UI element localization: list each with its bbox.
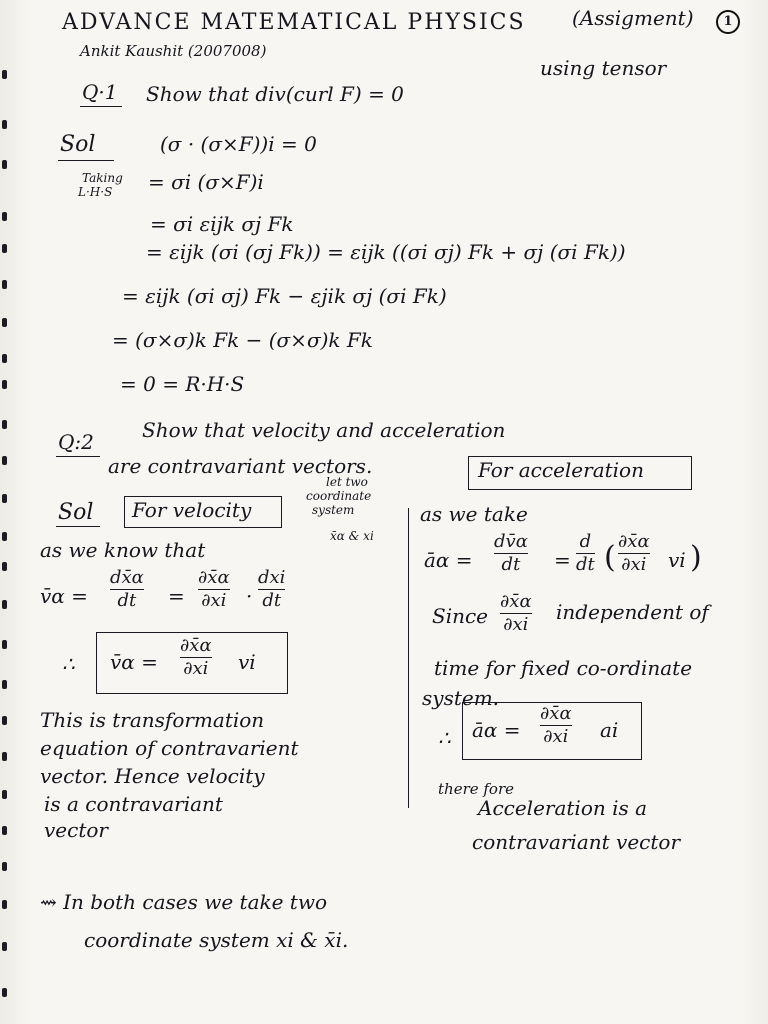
denominator: ∂xi [503, 614, 529, 635]
denominator: dt [501, 554, 521, 575]
binder-dot [2, 318, 7, 327]
velocity-conclusion-line1: This is transformation [40, 708, 265, 732]
binder-dot [2, 244, 7, 253]
numerator: d [579, 531, 592, 552]
binder-dot [2, 862, 7, 871]
footer-line2: coordinate system xi & x̄i. [84, 928, 349, 952]
acceleration-box-title: For acceleration [478, 458, 644, 482]
acceleration-eq1-eq: = [554, 548, 571, 572]
binder-dot [2, 988, 7, 997]
velocity-conclusion-line5: vector [44, 818, 108, 842]
page-title: ADVANCE MATEMATICAL PHYSICS [62, 10, 526, 35]
acceleration-eq2-lhs: āα = [472, 718, 521, 742]
q2-prompt-line2: are contravariant vectors. [108, 454, 373, 478]
velocity-eq1-frac1 [110, 568, 144, 611]
paren-close: ) [690, 540, 702, 575]
velocity-eq1-dot: · [246, 584, 253, 608]
denominator: ∂xi [183, 658, 209, 679]
binder-dot [2, 790, 7, 799]
velocity-intro: as we know that [40, 538, 206, 562]
acceleration-eq1-paren-rhs: vi [668, 548, 686, 572]
binder-dot [2, 160, 7, 169]
coord-note-line2: coordinate [306, 489, 372, 503]
binder-dot [2, 716, 7, 725]
binder-dot [2, 942, 7, 951]
acceleration-conclusion-line1: there fore [438, 780, 515, 798]
since-independent: independent of [556, 600, 709, 624]
binder-dot [2, 680, 7, 689]
numerator: ∂x̄α [540, 703, 572, 724]
binder-dot [2, 600, 7, 609]
numerator: ∂x̄α [198, 567, 230, 588]
numerator: ∂x̄α [618, 531, 650, 552]
velocity-conclusion-line2: equation of contravarient [40, 736, 299, 760]
page-number-badge: 1 [716, 10, 740, 34]
acceleration-intro: as we take [420, 502, 528, 526]
q1-line4: = εijk (σi σj) Fk − εjik σj (σi Fk) [122, 284, 447, 308]
velocity-eq1-frac2 [198, 568, 230, 611]
binder-dot [2, 420, 7, 429]
assignment-label: (Assigment) [572, 6, 694, 30]
binder-dot [2, 354, 7, 363]
velocity-eq2-frac [180, 636, 212, 679]
q2-underline [56, 456, 100, 457]
binder-dot [2, 562, 7, 571]
q1-method: using tensor [540, 56, 667, 80]
numerator: ∂x̄α [500, 591, 532, 612]
velocity-eq2-rhs: vi [238, 650, 256, 674]
q1-sol-underline [58, 160, 114, 161]
velocity-eq1-eq: = [168, 584, 185, 608]
binder-dot [2, 900, 7, 909]
q2-sol-underline [56, 526, 100, 527]
q1-underline [80, 106, 122, 107]
acceleration-eq1-frac1 [494, 532, 528, 575]
acceleration-conclusion-line3: contravariant vector [472, 830, 680, 854]
numerator: dx̄α [110, 567, 144, 588]
binder-dot [2, 752, 7, 761]
binder-dot [2, 212, 7, 221]
q1-line6: = 0 = R·H·S [120, 372, 245, 396]
numerator: dxi [258, 567, 286, 588]
binder-dot [2, 280, 7, 289]
denominator: dt [576, 554, 595, 575]
acceleration-eq2-rhs: ai [600, 718, 619, 742]
q1-line0: (σ · (σ×F))i = 0 [160, 132, 317, 156]
since-word: Since [432, 604, 489, 628]
binder-dot [2, 532, 7, 541]
acceleration-eq1-lhs: āα = [424, 548, 473, 572]
q2-prompt-line1: Show that velocity and acceleration [142, 418, 506, 442]
author-line: Ankit Kaushit (2007008) [80, 42, 267, 60]
denominator: ∂xi [621, 554, 647, 575]
q1-line5: = (σ×σ)k Fk − (σ×σ)k Fk [112, 328, 373, 352]
acceleration-eq1-frac2 [576, 532, 595, 575]
velocity-eq2-lhs: v̄α = [110, 650, 158, 674]
q1-line3: = εijk (σi (σj Fk)) = εijk ((σi σj) Fk + σj (σi Fk)) [146, 240, 626, 264]
velocity-eq1-frac3 [258, 568, 285, 611]
acceleration-therefore: ∴ [438, 726, 451, 750]
q1-taking: Taking [82, 171, 123, 185]
coord-note-line1: let two [326, 475, 368, 489]
numerator: ∂x̄α [180, 635, 212, 656]
since-line2: time for fixed co-ordinate [434, 656, 693, 680]
q1-prompt: Show that div(curl F) = 0 [146, 82, 404, 106]
velocity-eq1-lhs: v̄α = [40, 584, 88, 608]
denominator: dt [262, 590, 282, 611]
paren-open: ( [604, 540, 616, 575]
q2-label: Q:2 [58, 430, 94, 454]
velocity-box-title: For velocity [132, 498, 252, 522]
velocity-therefore: ∴ [62, 652, 75, 676]
column-divider [408, 508, 409, 808]
q1-line2: = σi εijk σj Fk [150, 212, 294, 236]
q2-sol-label: Sol [58, 500, 94, 525]
since-line3: system. [422, 686, 500, 710]
acceleration-conclusion-line2: Acceleration is a [478, 796, 648, 820]
q1-sol-label: Sol [60, 132, 96, 157]
acceleration-eq2-frac [540, 704, 572, 747]
footer-line1: ⇝ In both cases we take two [40, 890, 328, 914]
acceleration-eq1-frac3 [618, 532, 650, 575]
since-frac [500, 592, 532, 635]
numerator: dv̄α [494, 531, 528, 552]
coord-note-line4: x̄α & xi [330, 529, 374, 543]
binder-dot [2, 120, 7, 129]
denominator: dt [117, 590, 137, 611]
q1-label: Q·1 [82, 80, 118, 104]
binder-dot [2, 826, 7, 835]
binder-dot [2, 494, 7, 503]
denominator: ∂xi [543, 726, 569, 747]
q1-line1: = σi (σ×F)i [148, 170, 264, 194]
coord-note-line3: system [312, 503, 355, 517]
binder-dot [2, 640, 7, 649]
binder-dot [2, 380, 7, 389]
velocity-conclusion-line3: vector. Hence velocity [40, 764, 265, 788]
denominator: ∂xi [201, 590, 227, 611]
binder-dot [2, 456, 7, 465]
binder-dot [2, 70, 7, 79]
q1-lhs: L·H·S [78, 185, 113, 199]
velocity-conclusion-line4: is a contravariant [44, 792, 223, 816]
